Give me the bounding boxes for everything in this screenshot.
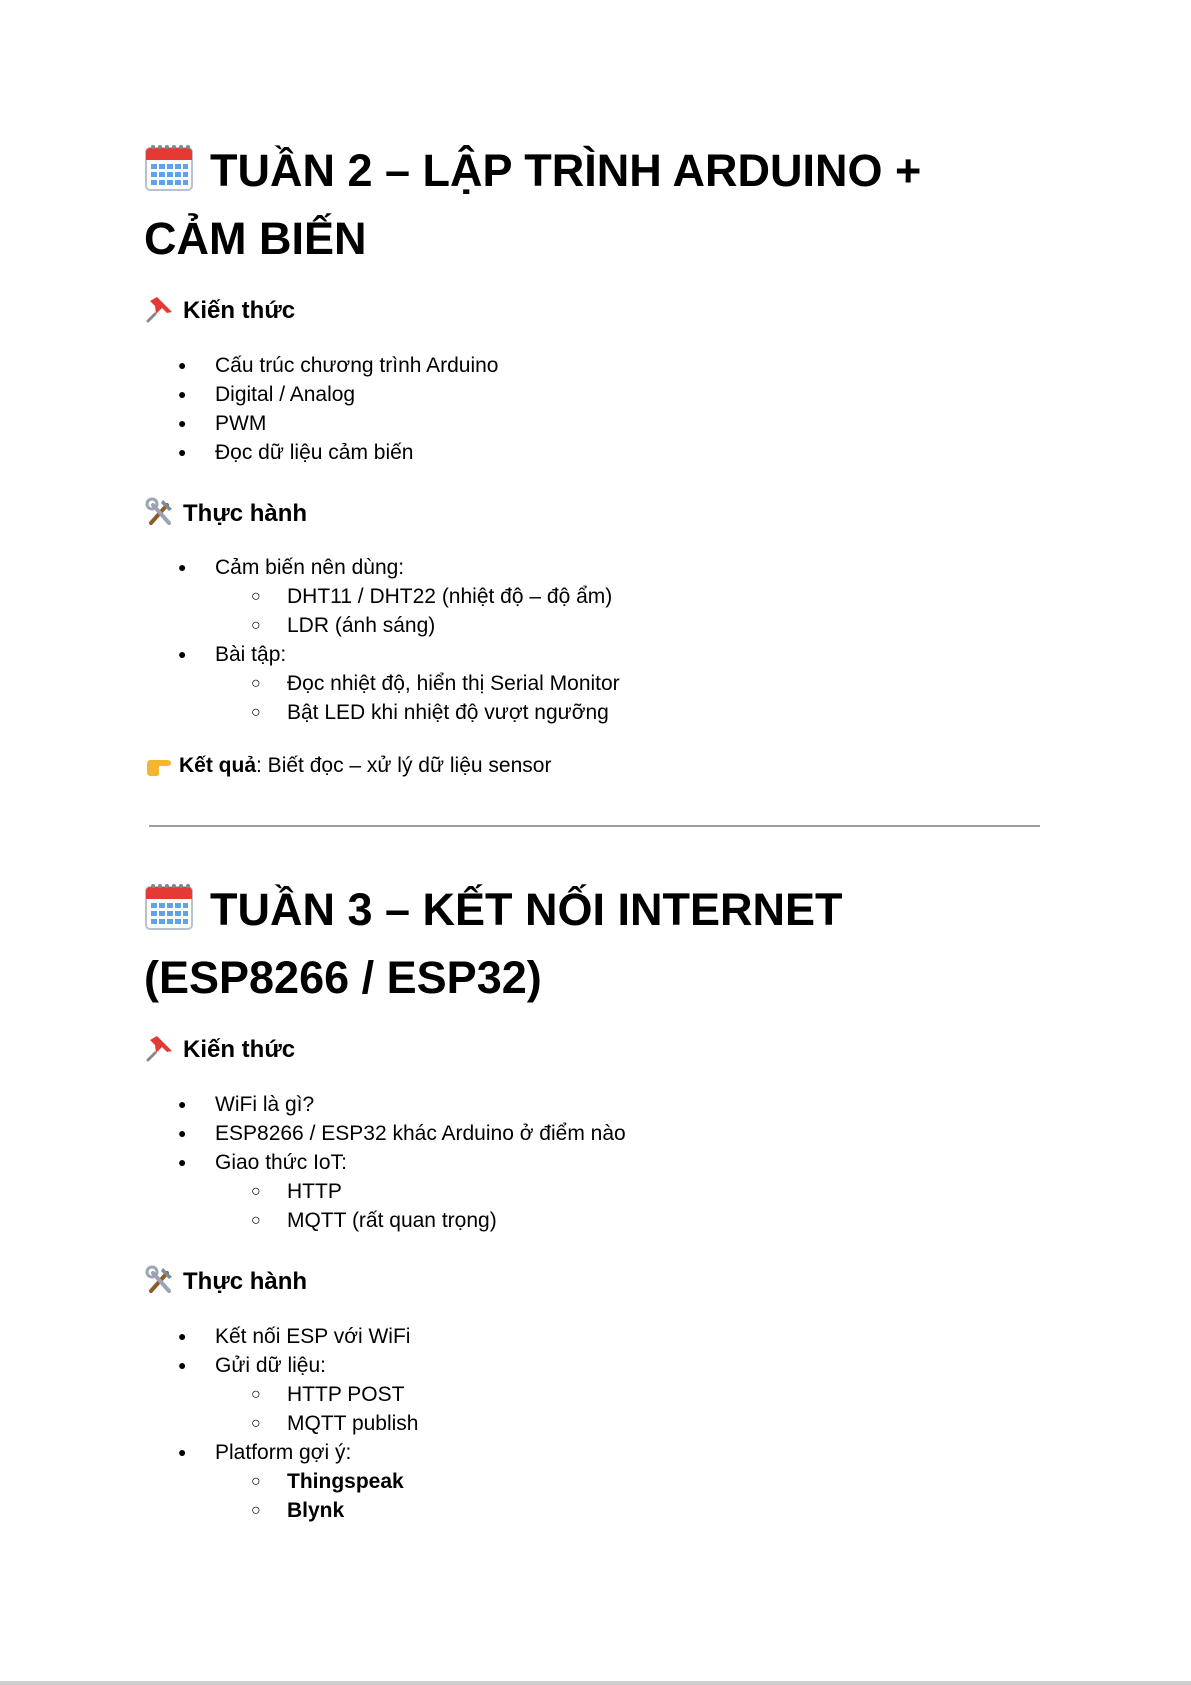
list-item: ○ HTTP POST <box>251 1383 405 1406</box>
list-item: ● PWM <box>178 412 267 435</box>
week2-result: Kết quả: Biết đọc – xử lý dữ liệu sensor <box>145 751 551 786</box>
week2-title-line1: TUẦN 2 – LẬP TRÌNH ARDUINO + <box>210 145 922 196</box>
list-item: ● ESP8266 / ESP32 khác Arduino ở điểm nào <box>178 1122 626 1145</box>
list-item: ○ Bật LED khi nhiệt độ vượt ngưỡng <box>251 701 609 724</box>
list-item: ○ MQTT publish <box>251 1412 419 1435</box>
week3-practice-list <box>0 1322 419 1525</box>
list-item: ● Đọc dữ liệu cảm biến <box>178 441 414 464</box>
week3-title-line2: (ESP8266 / ESP32) <box>144 952 542 1003</box>
calendar-icon <box>144 881 194 947</box>
list-item: ○ HTTP <box>251 1180 342 1203</box>
week2-title-line2: CẢM BIẾN <box>144 213 367 264</box>
week2-practice-heading: Thực hành <box>145 497 307 535</box>
hammer-and-wrench-icon <box>145 1265 175 1303</box>
week2-knowledge-list <box>0 351 498 467</box>
list-item: ○ DHT11 / DHT22 (nhiệt độ – độ ẩm) <box>251 585 613 608</box>
list-item: ● Platform gợi ý: <box>178 1441 352 1464</box>
list-item: ● Giao thức IoT: <box>178 1151 347 1174</box>
list-item: ● Digital / Analog <box>178 383 356 406</box>
list-item: ● Cấu trúc chương trình Arduino <box>178 354 499 377</box>
section-divider <box>149 825 1040 827</box>
list-item: ● Bài tập: <box>178 643 287 666</box>
pushpin-icon <box>145 1033 175 1071</box>
list-item: ● Kết nối ESP với WiFi <box>178 1325 411 1348</box>
week3-title-line1: TUẦN 3 – KẾT NỐI INTERNET <box>210 884 843 935</box>
week3-knowledge-heading: Kiến thức <box>145 1033 295 1071</box>
week2-practice-list <box>0 553 620 727</box>
list-item: ○ Thingspeak <box>251 1470 404 1493</box>
page-bottom-edge <box>0 1681 1191 1685</box>
list-item: ○ MQTT (rất quan trọng) <box>251 1209 497 1232</box>
hammer-and-wrench-icon <box>145 497 175 535</box>
list-item: ● WiFi là gì? <box>178 1093 315 1116</box>
calendar-icon <box>144 142 194 208</box>
list-item: ● Gửi dữ liệu: <box>178 1354 326 1377</box>
list-item: ● Cảm biến nên dùng: <box>178 556 405 579</box>
pushpin-icon <box>145 294 175 332</box>
week2-knowledge-heading: Kiến thức <box>145 294 295 332</box>
list-item: ○ LDR (ánh sáng) <box>251 614 436 637</box>
week3-practice-heading: Thực hành <box>145 1265 307 1303</box>
week3-knowledge-list <box>0 1090 626 1235</box>
pointing-right-icon <box>145 754 173 786</box>
week3-title <box>144 879 1044 1009</box>
list-item: ○ Blynk <box>251 1499 345 1522</box>
list-item: ○ Đọc nhiệt độ, hiển thị Serial Monitor <box>251 672 620 695</box>
week2-title <box>144 140 1044 270</box>
